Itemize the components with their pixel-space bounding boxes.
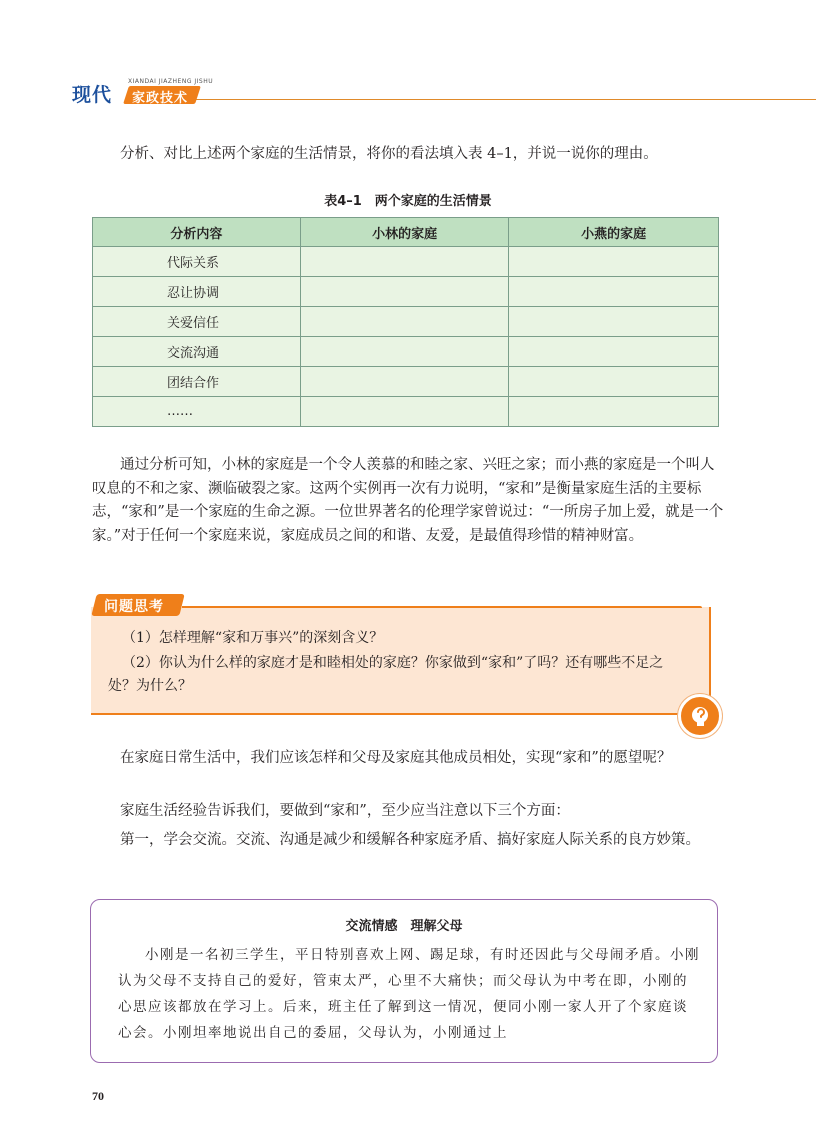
table-row xyxy=(93,397,719,427)
family-comparison-table xyxy=(92,217,719,427)
table-cell xyxy=(509,397,719,427)
table-cell xyxy=(300,307,509,337)
table-header-row xyxy=(93,218,719,247)
header-rule xyxy=(192,99,816,100)
table-row xyxy=(93,367,719,397)
table-row xyxy=(93,337,719,367)
table-cell xyxy=(300,367,509,397)
table-header-cell: 小林的家庭 xyxy=(300,218,509,247)
head-thinking-icon-glyph xyxy=(688,704,712,728)
experience-paragraph: 家庭生活经验告诉我们，要做到“家和”，至少应当注意以下三个方面： xyxy=(120,803,570,819)
analysis-paragraph: 通过分析可知，小林的家庭是一个令人羡慕的和睦之家、兴旺之家；而小燕的家庭是一个叫人叹息的不和之家、濒临破裂之家。这两个实例再一次有力说明，“家和”是衡量家庭生活的主要标志，“家和”是一个家庭的生命之源。一位世界著名的伦理学家曾说过：“一所房子加上爱，就是一个家。”对于任何一个家庭来说，家庭成员之间的和谐、友爱，是最值得珍惜的精神财富。 xyxy=(92,457,724,544)
question-paragraph: 在家庭日常生活中，我们应该怎样和父母及家庭其他成员相处，实现“家和”的愿望呢？ xyxy=(120,750,672,766)
row-label: 关爱信任 xyxy=(93,307,301,337)
table-cell xyxy=(300,397,509,427)
think-question-1: （1）怎样理解“家和万事兴”的深刻含义？ xyxy=(122,630,384,646)
think-box-top-rule xyxy=(182,606,702,608)
intro-paragraph: 分析、对比上述两个家庭的生活情景，将你的看法填入表 4–1，并说一说你的理由。 xyxy=(120,146,658,162)
row-label: 忍让协调 xyxy=(93,277,301,307)
table-row xyxy=(93,277,719,307)
book-title: 家政技术 xyxy=(132,91,189,106)
row-label: 交流沟通 xyxy=(93,337,301,367)
table-caption: 表4–1 两个家庭的生活情景 xyxy=(324,194,492,209)
table-cell xyxy=(300,337,509,367)
table-cell xyxy=(509,367,719,397)
table-cell xyxy=(300,277,509,307)
table-cell xyxy=(509,337,719,367)
first-point-paragraph: 第一，学会交流。交流、沟通是减少和缓解各种家庭矛盾、搞好家庭人际关系的良方妙策。 xyxy=(120,832,700,848)
table-row xyxy=(93,247,719,277)
story-text: 小刚是一名初三学生，平日特别喜欢上网、踢足球，有时还因此与父母闹矛盾。小刚认为父母不支持自己的爱好，管束太严，心里不大痛快；而父母认为中考在即，小刚的心思应该都放在学习上。后来，班主任了解到这一情况，便同小刚一家人开了个家庭谈心会。小刚坦率地说出自己的委屈，父母认为，小刚通过上 xyxy=(118,947,700,1041)
row-label: …… xyxy=(93,397,301,427)
table-cell xyxy=(509,277,719,307)
page-number: 70 xyxy=(92,1089,104,1103)
row-label: 代际关系 xyxy=(93,247,301,277)
row-label: 团结合作 xyxy=(93,367,301,397)
table-cell xyxy=(509,247,719,277)
table-row xyxy=(93,307,719,337)
table-header-cell: 分析内容 xyxy=(93,218,301,247)
page-header xyxy=(72,78,816,106)
think-title: 问题思考 xyxy=(104,599,164,615)
story-title: 交流情感 理解父母 xyxy=(345,919,463,934)
series-title: 现代 xyxy=(72,84,113,106)
series-pinyin: XIANDAI JIAZHENG JISHU xyxy=(128,78,214,85)
head-thinking-icon xyxy=(678,694,722,738)
table-header-cell: 小燕的家庭 xyxy=(509,218,719,247)
table-cell xyxy=(300,247,509,277)
think-question-2: （2）你认为什么样的家庭才是和睦相处的家庭？你家做到“家和”了吗？还有哪些不足之处？为什么？ xyxy=(108,655,664,694)
table-cell xyxy=(509,307,719,337)
